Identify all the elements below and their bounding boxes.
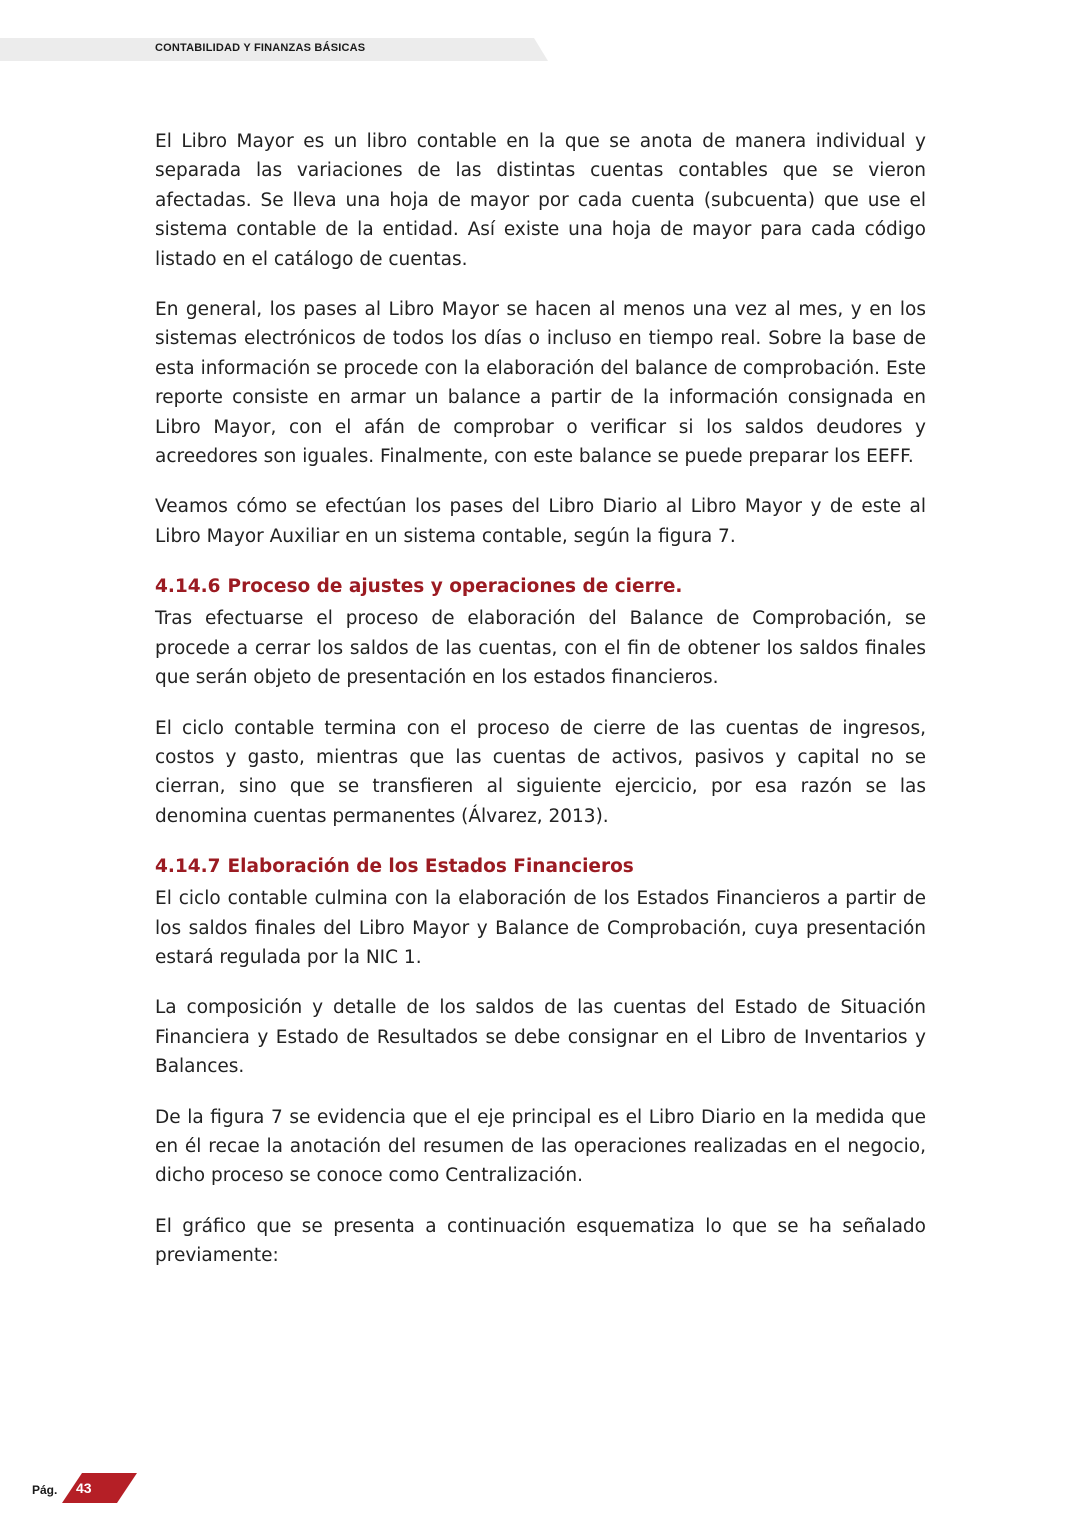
paragraph-libro-mayor: El Libro Mayor es un libro contable en la que se anota de manera individual y separada las variaciones de las distintas cuentas contables que se vieron afectadas. Se lleva una hoja de mayor por cada cuenta (subcuenta) que use el sistema contable de la entidad. Así existe una hoja de mayor para cada código listado en el catálogo de cuentas. <box>155 131 926 270</box>
page-content <box>155 127 926 1292</box>
section-number: 4.14.7 <box>155 856 221 878</box>
page-number-badge <box>62 1473 137 1503</box>
paragraph-veamos-pases: Veamos cómo se efectúan los pases del Libro Diario al Libro Mayor y de este al Libro Mayor Auxiliar en un sistema contable, según la figura 7. <box>155 496 926 547</box>
paragraph-grafico-continuacion: El gráfico que se presenta a continuación esquematiza lo que se ha señalado previamente: <box>155 1215 926 1267</box>
section-title: Proceso de ajustes y operaciones de cierre. <box>227 576 683 598</box>
page-number: 43 <box>76 1480 92 1496</box>
page-label: Pág. <box>32 1483 58 1497</box>
section-title: Elaboración de los Estados Financieros <box>227 856 634 878</box>
paragraph-composicion-saldos: La composición y detalle de los saldos de las cuentas del Estado de Situación Financiera y Estado de Resultados se debe consignar en el Libro de Inventarios y Balances. <box>155 997 926 1078</box>
running-header-title: CONTABILIDAD Y FINANZAS BÁSICAS <box>155 42 366 54</box>
section-heading-4-14-6 <box>155 572 926 602</box>
paragraph-ciclo-contable-termina: El ciclo contable termina con el proceso de cierre de las cuentas de ingresos, costos y gasto, mientras que las cuentas de activos, pasivos y capital no se cierran, sino que se transfieren al siguiente ejercicio, por esa razón se las denomina cuentas permanentes (Álvarez, 2013). <box>155 717 926 827</box>
paragraph-figura-7: De la figura 7 se evidencia que el eje principal es el Libro Diario en la medida que en él recae la anotación del resumen de las operaciones realizadas en el negocio, dicho proceso se conoce como Centralización. <box>155 1106 926 1187</box>
section-number: 4.14.6 <box>155 576 221 598</box>
paragraph-pases-libro-mayor: En general, los pases al Libro Mayor se hacen al menos una vez al mes, y en los sistemas electrónicos de todos los días o incluso en tiempo real. Sobre la base de esta información se procede con la elaboración del balance de comprobación. Este reporte consiste en armar un balance a partir de la información consignada en Libro Mayor, con el afán de comprobar o verificar si los saldos deudores y acreedores son iguales. Finalmente, con este balance se puede preparar los EEFF. <box>155 299 926 468</box>
paragraph-cierre-saldos: Tras efectuarse el proceso de elaboración del Balance de Comprobación, se procede a cerrar los saldos de las cuentas, con el fin de obtener los saldos finales que serán objeto de presentación en los estados financieros. <box>155 608 926 689</box>
paragraph-ciclo-contable-culmina: El ciclo contable culmina con la elaboración de los Estados Financieros a partir de los saldos finales del Libro Mayor y Balance de Comprobación, cuya presentación estará regulada por la NIC 1. <box>155 888 926 968</box>
section-heading-4-14-7 <box>155 852 926 882</box>
